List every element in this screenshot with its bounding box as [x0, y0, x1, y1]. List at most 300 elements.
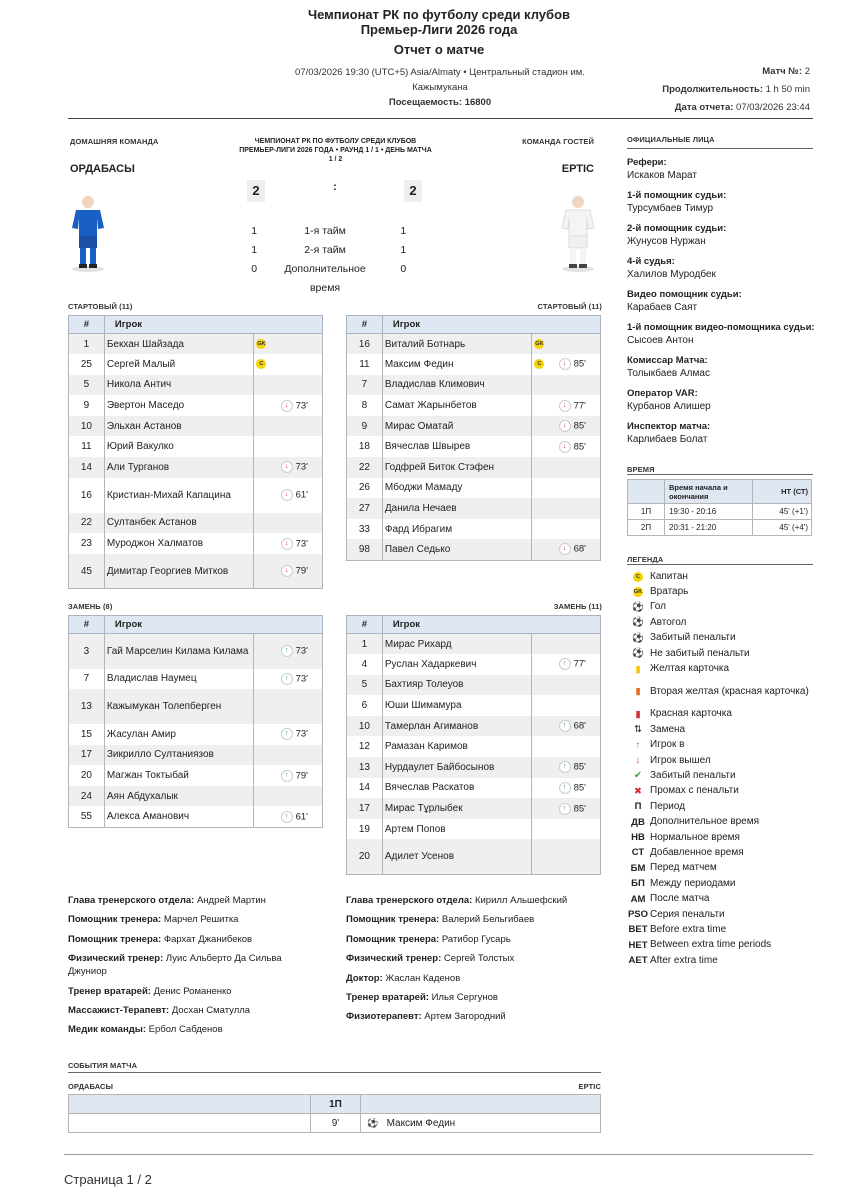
- player-row: [69, 513, 323, 534]
- sub-minute: 61': [295, 811, 308, 823]
- time-stoppage: 45' (+1'): [753, 504, 812, 520]
- player-row: [69, 724, 323, 745]
- official-name: Халилов Муродбек: [627, 269, 716, 280]
- player-number: 24: [69, 786, 105, 807]
- official-role: 2-й помощник судьи:: [627, 223, 727, 234]
- red-card-icon: ▮: [635, 708, 641, 720]
- player-events: [532, 654, 601, 675]
- legend-item: [626, 707, 816, 722]
- period-row: [230, 260, 435, 298]
- goalkeeper-icon: GK: [535, 341, 544, 348]
- player-events: [254, 669, 323, 690]
- player-row: [69, 765, 323, 786]
- home-team-name: ОРДАБАСЫ: [70, 163, 135, 175]
- player-number: 16: [347, 334, 383, 355]
- player-in-icon: ↑: [559, 782, 571, 794]
- player-number: 1: [69, 334, 105, 355]
- legend-item: [626, 722, 816, 737]
- staff-role: Тренер вратарей:: [68, 985, 151, 997]
- home-kit-icon: [68, 194, 108, 274]
- sub-minute: 73': [295, 461, 308, 473]
- official-name: Карабаев Саят: [627, 302, 698, 313]
- staff-name: Артем Загородний: [424, 1011, 506, 1023]
- staff-role: Помощник тренера:: [68, 933, 162, 945]
- player-name: Аян Абдухалык: [104, 786, 254, 807]
- player-row: [69, 354, 323, 375]
- away-team-name: ЕРТІС: [561, 163, 594, 175]
- player-number: 13: [347, 757, 383, 778]
- staff-row: [346, 972, 601, 985]
- sub-out: [281, 565, 308, 577]
- player-events: [532, 354, 601, 375]
- player-out-icon: ↓: [281, 538, 293, 550]
- report-title: [0, 7, 848, 37]
- staff-role: Физический тренер:: [68, 953, 164, 965]
- player-row: [347, 416, 601, 437]
- staff-role: Физический тренер:: [346, 953, 442, 965]
- staff-row: [68, 952, 323, 978]
- events-table: [68, 1094, 601, 1133]
- player-events: [254, 334, 323, 355]
- report-meta: [662, 63, 810, 117]
- period-home: 0: [251, 263, 258, 275]
- player-number: 18: [347, 436, 383, 457]
- period-times-table: [627, 479, 812, 536]
- player-events: [254, 513, 323, 534]
- official-role: Инспектор матча:: [627, 421, 711, 432]
- player-name: Павел Седько: [382, 539, 532, 560]
- time-head-2: Время начала и окончания: [665, 480, 753, 504]
- player-row: [69, 806, 323, 827]
- time-title: ВРЕМЯ: [627, 465, 655, 474]
- penalty-goal-icon: ⚽: [632, 632, 644, 644]
- player-number: 14: [347, 778, 383, 799]
- staff-name: Жаслан Каденов: [385, 972, 461, 984]
- legend-item: [626, 600, 816, 615]
- home-team-label: ДОМАШНЯЯ КОМАНДА: [70, 137, 159, 146]
- period-home: 1: [251, 225, 258, 237]
- sub-in: [281, 811, 308, 823]
- player-row: [347, 798, 601, 819]
- match-meta: [270, 65, 610, 110]
- col-player: Игрок: [382, 616, 600, 634]
- player-number: 6: [347, 695, 383, 716]
- player-row: [69, 416, 323, 437]
- events-home-team: ОРДАБАСЫ: [68, 1082, 114, 1091]
- player-name: Али Турганов: [104, 457, 253, 478]
- sub-out: [281, 461, 308, 473]
- player-name: Султанбек Астанов: [104, 513, 253, 534]
- player-number: 10: [69, 416, 105, 437]
- sub-in: [559, 658, 586, 670]
- period-label: Дополнительное время: [284, 263, 366, 294]
- legend-item: [626, 814, 816, 829]
- period-row: [230, 241, 435, 260]
- competition-info: ЧЕМПИОНАТ РК ПО ФУТБОЛУ СРЕДИ КЛУБОВ ПРЕМЬЕР-ЛИГИ 2026 ГОДА • РАУНД 1 / 1 • ДЕНЬ МАТЧА 1 / 2: [239, 138, 432, 163]
- staff-name: Валерий Бельгибаев: [441, 914, 535, 926]
- legend-label: Before extra time: [650, 923, 727, 935]
- player-name: Мирас Оматай: [382, 416, 532, 437]
- time-period: 2П: [628, 520, 665, 536]
- player-number: 20: [69, 765, 105, 786]
- player-name: Владислав Климович: [382, 375, 532, 396]
- official-name: Жунусов Нуржан: [627, 236, 706, 247]
- yellow-card-icon: ▮: [635, 663, 641, 675]
- legend-label: Период: [650, 800, 686, 812]
- official-role: 1-й помощник видео-помощника судьи:: [627, 322, 815, 333]
- player-events: [532, 375, 601, 396]
- legend-item: [626, 753, 816, 768]
- player-number: 3: [69, 634, 105, 669]
- sub-out: [559, 543, 586, 555]
- staff-name: Марчел Решитка: [163, 914, 239, 926]
- own-goal-icon: ⚽: [632, 617, 644, 629]
- legend-item: [626, 738, 816, 753]
- player-row: [69, 395, 323, 416]
- staff-name: Фархат Джанибеков: [163, 933, 253, 945]
- staff-row: [346, 991, 601, 1004]
- player-number: 17: [69, 745, 105, 766]
- sub-minute: 85': [573, 803, 586, 815]
- player-out-icon: ↓: [281, 400, 293, 412]
- sub-minute: 73': [295, 645, 308, 657]
- legend-item: [626, 631, 816, 646]
- legend-abbr: АМ: [630, 893, 646, 905]
- legend-item: [626, 768, 816, 783]
- player-name: Бахтияр Толеуов: [382, 675, 532, 696]
- event-player: Максим Федин: [386, 1117, 456, 1129]
- player-name: Эвертон Маседо: [104, 395, 253, 416]
- player-number: 23: [69, 533, 105, 554]
- player-in-icon: ↑: [559, 761, 571, 773]
- legend-abbr: ДВ: [631, 816, 645, 828]
- legend-abbr: AET: [628, 955, 648, 967]
- away-team-label: КОМАНДА ГОСТЕЙ: [522, 137, 594, 146]
- staff-role: Помощник тренера:: [346, 933, 440, 945]
- away-score: 2: [404, 180, 422, 202]
- player-number: 22: [69, 513, 105, 534]
- player-number: 8: [347, 395, 383, 416]
- player-number: 11: [347, 354, 383, 375]
- staff-row: [68, 1023, 323, 1036]
- player-name: Адилет Усенов: [382, 839, 532, 874]
- player-events: [532, 839, 601, 874]
- time-range: 20:31 - 21:20: [665, 520, 753, 536]
- official-role: 1-й помощник судьи:: [627, 190, 727, 201]
- player-events: [254, 786, 323, 807]
- table-header: [347, 316, 601, 334]
- sub-minute: 77': [573, 658, 586, 670]
- legend-abbr: PSO: [627, 909, 649, 920]
- events-away-team: ЕРТІС: [578, 1082, 601, 1091]
- sub-out: [281, 489, 308, 501]
- legend-item: [626, 891, 816, 906]
- player-events: [532, 716, 601, 737]
- staff-row: [68, 933, 323, 946]
- time-row: [628, 520, 812, 536]
- legend-label: Перед матчем: [650, 862, 717, 874]
- staff-role: Глава тренерского отдела:: [68, 895, 195, 906]
- period-row: [230, 222, 435, 241]
- home-subs-table: [68, 615, 323, 828]
- period-away: 0: [400, 263, 407, 275]
- player-name: Сергей Малый: [104, 354, 253, 375]
- staff-row: [346, 913, 601, 926]
- legend-label: Промах с пенальти: [650, 785, 739, 797]
- legend-abbr: BET: [628, 924, 648, 936]
- legend-item: [626, 677, 816, 707]
- player-events: [254, 554, 323, 589]
- staff-row: [68, 913, 323, 926]
- sub-minute: 73': [295, 400, 308, 412]
- player-name: Юши Шимамура: [382, 695, 532, 716]
- player-number: 1: [347, 634, 383, 655]
- player-number: 17: [347, 798, 383, 819]
- staff-role: Тренер вратарей:: [346, 991, 429, 1003]
- player-number: 4: [347, 654, 383, 675]
- table-header: [69, 616, 323, 634]
- penalty-missed-icon: ⚽: [632, 648, 644, 660]
- official-name: Искаков Марат: [627, 170, 697, 181]
- staff-name: Андрей Мартин: [196, 895, 266, 906]
- legend-item: [626, 799, 816, 814]
- player-events: [254, 416, 323, 437]
- player-name: Мирас Рихард: [382, 634, 532, 655]
- penalty-miss-icon: ✖: [634, 785, 642, 797]
- legend-item: [626, 661, 816, 676]
- player-events: [532, 819, 601, 840]
- player-events: [532, 478, 601, 499]
- player-name: Нурдаулет Байбосынов: [382, 757, 532, 778]
- legend-label: Между периодами: [650, 877, 736, 889]
- goal-icon: ⚽: [632, 601, 644, 613]
- sub-minute: 79': [295, 770, 308, 782]
- player-name: Рамазан Каримов: [382, 736, 532, 757]
- legend-label: After extra time: [650, 954, 718, 966]
- legend-abbr: БП: [631, 878, 645, 890]
- time-head-3: НТ (СТ): [753, 480, 812, 504]
- official-name: Турсумбаев Тимур: [627, 203, 714, 214]
- officials-list: [627, 156, 817, 453]
- legend-badge: C: [633, 572, 643, 582]
- sub-minute: 68': [573, 544, 586, 555]
- player-name: Данила Нечаев: [382, 498, 532, 519]
- player-number: 10: [347, 716, 383, 737]
- official-role: Оператор VAR:: [627, 388, 698, 399]
- legend-abbr: П: [634, 801, 642, 813]
- captain-icon: C: [534, 359, 544, 369]
- sub-minute: 85': [573, 761, 586, 773]
- player-name: Кажымукан Толепберген: [104, 689, 254, 724]
- sub-out: [559, 400, 586, 412]
- legend-label: Вратарь: [650, 586, 689, 598]
- staff-name: Луис Альберто Да Сильва Джуниор: [68, 953, 282, 978]
- col-player: Игрок: [104, 316, 322, 334]
- report-date-label: Дата отчета:: [674, 102, 734, 113]
- player-name: Владислав Наумец: [104, 669, 254, 690]
- legend-item: [626, 646, 816, 661]
- sub-in: [281, 673, 308, 685]
- time-range: 19:30 - 20:16: [665, 504, 753, 520]
- player-events: [254, 533, 323, 554]
- staff-row: [346, 894, 601, 907]
- period-label: 2-я тайм: [304, 244, 346, 256]
- legend-label: Between extra time periods: [650, 939, 772, 951]
- player-row: [69, 689, 323, 724]
- player-row: [347, 675, 601, 696]
- player-events: [254, 375, 323, 396]
- away-staff: [346, 894, 601, 1030]
- legend-label: Нормальное время: [650, 831, 740, 843]
- period-label: 1-я тайм: [304, 225, 346, 237]
- player-number: 33: [347, 519, 383, 540]
- player-number: 55: [69, 806, 105, 827]
- player-name: Магжан Токтыбай: [104, 765, 254, 786]
- player-name: Юрий Вакулко: [104, 436, 253, 457]
- legend-item: [626, 584, 816, 599]
- player-events: [532, 634, 601, 655]
- player-events: [254, 354, 323, 375]
- sub-in: [559, 720, 586, 732]
- player-in-icon: ↑: [281, 770, 293, 782]
- player-number: 25: [69, 354, 105, 375]
- goalkeeper-icon: GK: [257, 341, 266, 348]
- player-name: Зикрилло Султаниязов: [104, 745, 254, 766]
- player-events: [532, 675, 601, 696]
- sub-minute: 68': [573, 720, 586, 732]
- player-name: Артем Попов: [382, 819, 532, 840]
- player-name: Фард Ибрагим: [382, 519, 532, 540]
- staff-row: [68, 1004, 323, 1017]
- home-start-label: СТАРТОВЫЙ (11): [68, 302, 133, 311]
- player-row: [347, 757, 601, 778]
- report-subtitle: Отчет о матче: [393, 42, 485, 57]
- legend-abbr: НВ: [631, 832, 645, 844]
- player-name: Гай Марселин Килама Килама: [104, 634, 254, 669]
- legend-label: Забитый пенальти: [650, 632, 736, 644]
- player-out-icon: ↓: [281, 461, 293, 473]
- player-out-icon: ↓: [281, 565, 293, 577]
- official-name: Карлибаев Болат: [627, 434, 708, 445]
- player-events: [532, 519, 601, 540]
- legend-label: Дополнительное время: [650, 816, 760, 828]
- legend-abbr: НЕТ: [628, 939, 648, 951]
- player-row: [69, 478, 323, 513]
- player-name: Алекса Аманович: [104, 806, 254, 827]
- sub-out: [559, 420, 586, 432]
- player-out-icon: ↓: [559, 420, 571, 432]
- legend-item: [626, 938, 816, 953]
- legend-label: Гол: [650, 601, 666, 613]
- staff-name: Досхан Сматулла: [171, 1004, 251, 1016]
- attendance-label: Посещаемость:: [388, 97, 463, 108]
- player-row: [347, 519, 601, 540]
- player-number: 7: [69, 669, 105, 690]
- staff-role: Физиотерапевт:: [346, 1011, 422, 1023]
- legend-item: [626, 922, 816, 937]
- player-out-icon: ↓: [635, 755, 641, 767]
- player-row: [347, 819, 601, 840]
- sub-minute: 79': [295, 565, 308, 577]
- staff-name: Денис Романенко: [153, 985, 232, 997]
- away-start-table: [346, 315, 601, 561]
- player-in-icon: ↑: [559, 803, 571, 815]
- player-row: [69, 375, 323, 396]
- legend-title: ЛЕГЕНДА: [627, 555, 664, 564]
- player-in-icon: ↑: [281, 645, 293, 657]
- player-number: 20: [347, 839, 383, 874]
- player-number: 27: [347, 498, 383, 519]
- staff-row: [346, 952, 601, 965]
- goalkeeper-icon: [626, 587, 650, 598]
- home-start-table: [68, 315, 323, 589]
- player-events: [254, 395, 323, 416]
- events-period: 1П: [311, 1095, 361, 1114]
- player-number: 26: [347, 478, 383, 499]
- legend-list: [626, 569, 816, 968]
- sub-in: [559, 761, 586, 773]
- time-row: [628, 504, 812, 520]
- legend-abbr: СТ: [631, 847, 645, 859]
- staff-name: Сергей Толстых: [443, 953, 515, 965]
- player-name: Никола Антич: [104, 375, 253, 396]
- player-events: [254, 457, 323, 478]
- player-row: [347, 778, 601, 799]
- score-separator: :: [333, 181, 337, 193]
- player-number: 45: [69, 554, 105, 589]
- sub-out: [559, 358, 586, 370]
- player-events: [532, 416, 601, 437]
- time-stoppage: 45' (+4'): [753, 520, 812, 536]
- player-number: 9: [347, 416, 383, 437]
- player-row: [69, 457, 323, 478]
- legend-item: [626, 784, 816, 799]
- player-events: [532, 757, 601, 778]
- sub-minute: 85': [573, 358, 586, 370]
- match-no: 2: [804, 66, 810, 77]
- player-events: [254, 724, 323, 745]
- table-header: [347, 616, 601, 634]
- player-events: [532, 334, 601, 355]
- legend-label: После матча: [650, 893, 710, 905]
- player-number: 16: [69, 478, 105, 513]
- player-row: [347, 457, 601, 478]
- legend-label: Автогол: [650, 616, 687, 628]
- legend-label: Желтая карточка: [650, 663, 730, 675]
- player-row: [347, 634, 601, 655]
- player-out-icon: ↓: [281, 489, 293, 501]
- sub-minute: 85': [573, 420, 586, 432]
- player-name: Тамерлан Агиманов: [382, 716, 532, 737]
- player-out-icon: ↓: [559, 441, 571, 453]
- home-staff: [68, 894, 323, 1043]
- sub-out: [559, 441, 586, 453]
- penalty-scored-icon: ✔: [634, 770, 642, 782]
- legend-item: [626, 876, 816, 891]
- player-number: 19: [347, 819, 383, 840]
- player-row: [69, 554, 323, 589]
- player-events: [532, 539, 601, 560]
- sub-in: [559, 782, 586, 794]
- sub-in: [559, 803, 586, 815]
- player-name: Мбоджи Мамаду: [382, 478, 532, 499]
- player-row: [347, 436, 601, 457]
- player-name: Муроджон Халматов: [104, 533, 253, 554]
- time-head-1: [628, 480, 665, 504]
- period-home: 1: [251, 244, 258, 256]
- official-role: Видео помощник судьи:: [627, 289, 742, 300]
- page-number: Страница 1 / 2: [64, 1172, 152, 1187]
